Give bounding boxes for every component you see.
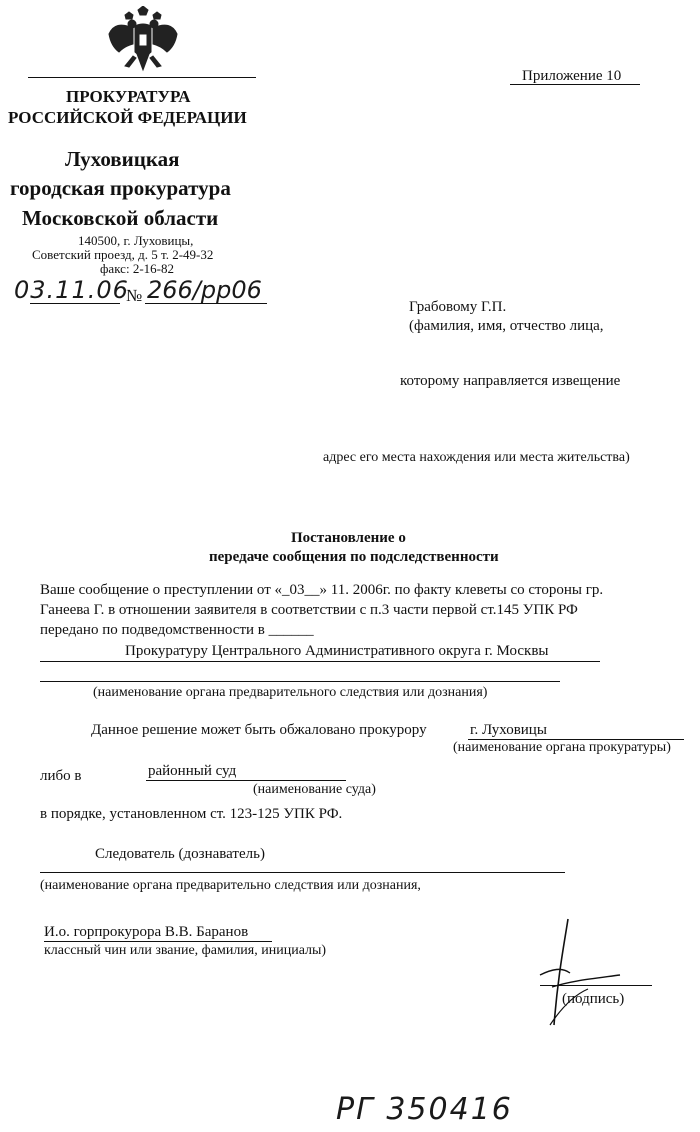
or-text: либо в [40, 768, 82, 784]
hint-organ: (наименование органа предварительного следствия или дознания) [93, 685, 488, 700]
dept-name-line1: Луховицкая [65, 147, 180, 171]
body-receiving-organ: Прокуратуру Центрального Административного округа г. Москвы [125, 643, 549, 659]
investigator-underline [40, 872, 565, 873]
hint-prosecution: (наименование органа прокуратуры) [453, 740, 671, 755]
appendix-underline [510, 84, 640, 85]
org-name-line1: ПРОКУРАТУРА [66, 87, 191, 106]
number-underline [145, 303, 267, 304]
dept-name-line3: Московской области [22, 206, 219, 230]
dept-name-line2: городская прокуратура [10, 176, 231, 200]
body-p1-line1: Ваше сообщение о преступлении от «_03__» 11. 2006г. по факту клеветы со стороны гр. [40, 582, 604, 598]
header-top-rule [28, 77, 256, 78]
court-value: районный суд [148, 763, 237, 779]
address-line2: Советский проезд, д. 5 т. 2-49-32 [32, 247, 214, 262]
handwritten-date: 03.11.06 [14, 276, 129, 304]
appeal-prosecution-value: г. Луховицы [470, 722, 547, 738]
signature-line [540, 985, 652, 986]
org-name-line2: РОССИЙСКОЙ ФЕДЕРАЦИИ [8, 108, 247, 127]
hint-organ2: (наименование органа предварительно следствия или дознания, [40, 878, 421, 893]
doc-title-line2: передаче сообщения по подследственности [209, 549, 499, 565]
recipient-hint1: (фамилия, имя, отчество лица, [409, 318, 604, 334]
procedure-text: в порядке, установленном ст. 123-125 УПК РФ. [40, 806, 343, 822]
handwritten-signature [500, 915, 650, 1030]
body-p1-line2: Ганеева Г. в отношении заявителя в соответствии с п.3 части первой ст.145 УПК РФ [40, 602, 578, 618]
date-underline [30, 303, 120, 304]
signer-name: И.о. горпрокурора В.В. Баранов [44, 924, 249, 940]
coat-of-arms-emblem [105, 6, 181, 74]
appeal-text: Данное решение может быть обжаловано прокурору [91, 722, 427, 738]
recipient-hint2: которому направляется извещение [400, 373, 621, 389]
receiving-organ-underline [40, 661, 600, 662]
hint-rank: классный чин или звание, фамилия, инициалы) [44, 943, 327, 958]
recipient-name: Грабовому Г.П. [409, 299, 507, 315]
doc-title-line1: Постановление о [291, 530, 406, 546]
handwritten-number: 266/pp06 [147, 276, 262, 304]
court-underline [146, 780, 346, 781]
signer-underline [44, 941, 272, 942]
fax-line: факс: 2-16-82 [100, 261, 174, 276]
appendix-label: Приложение 10 [522, 68, 622, 84]
receiving-organ-second-line [40, 681, 560, 682]
signature-label: (подпись) [562, 991, 625, 1007]
hint-court: (наименование суда) [253, 782, 376, 797]
body-p1-line3: передано по подведомственности в ______ [40, 622, 314, 638]
number-sign: № [126, 286, 143, 305]
investigator-label: Следователь (дознаватель) [95, 846, 265, 862]
address-line1: 140500, г. Луховицы, [78, 233, 194, 248]
bottom-handwritten-stamp: РГ 350416 [336, 1092, 513, 1127]
recipient-hint3: адрес его места нахождения или места жительства) [323, 450, 630, 465]
